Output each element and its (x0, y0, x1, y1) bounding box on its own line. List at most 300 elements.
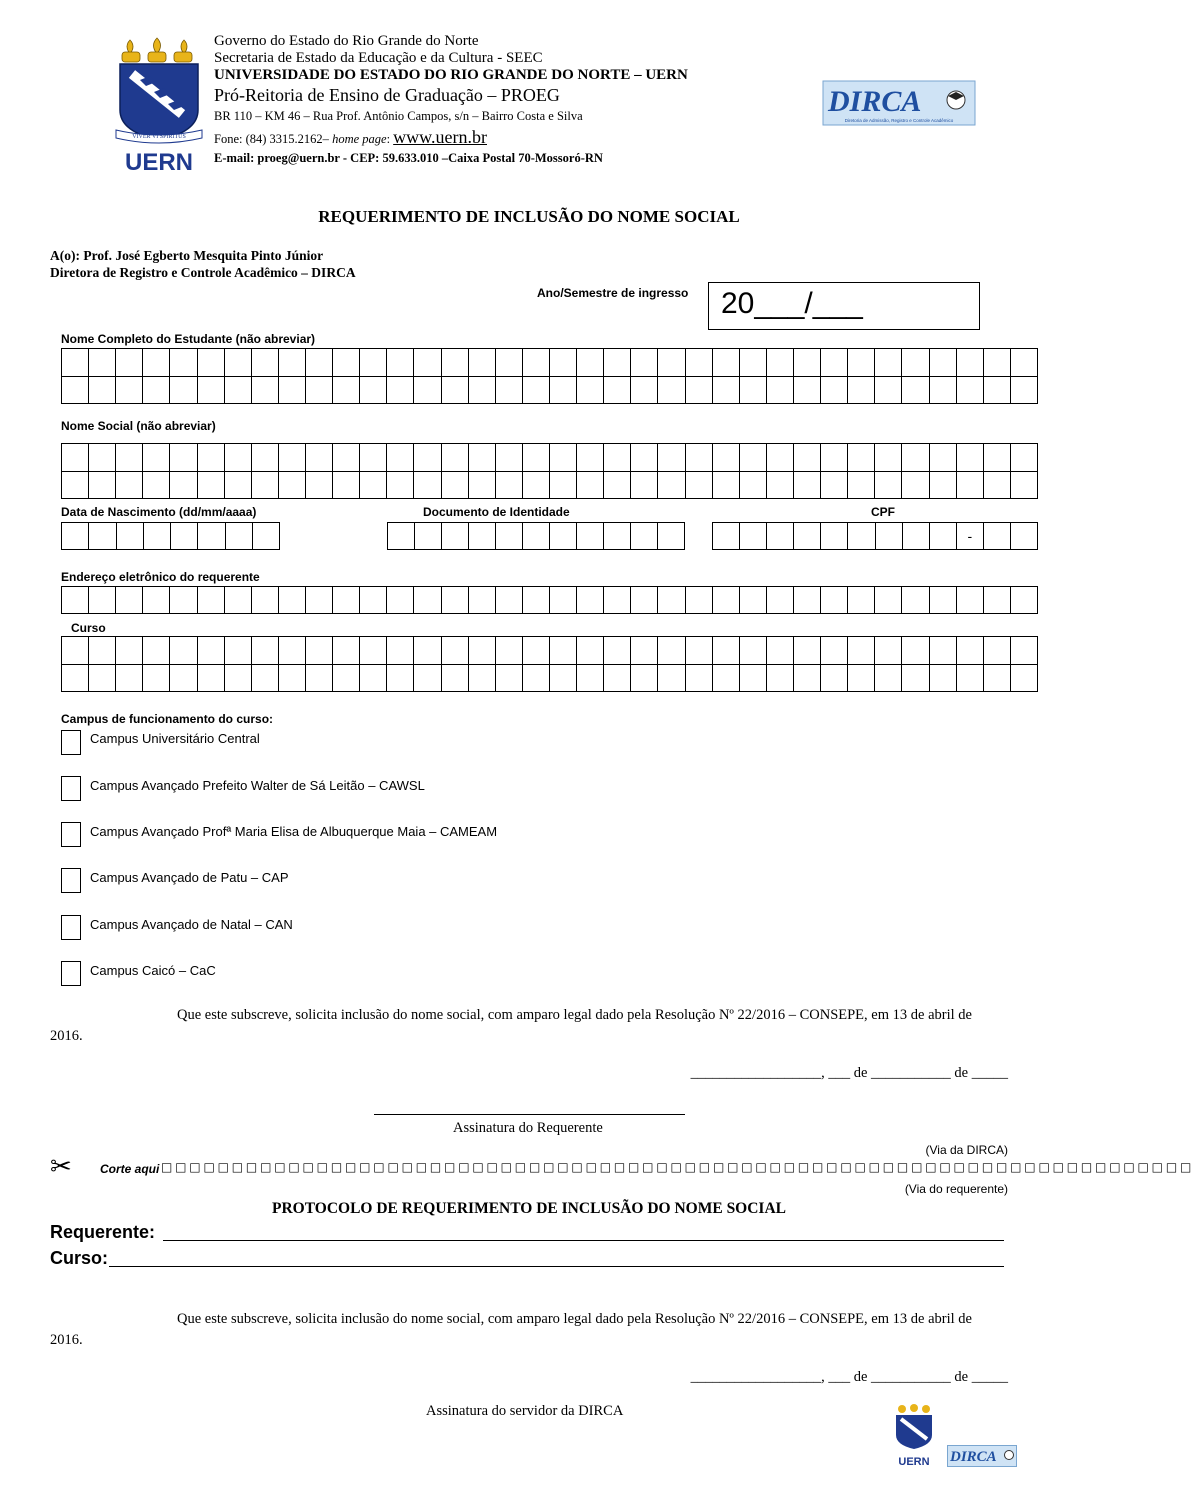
input-cell[interactable] (767, 377, 794, 405)
input-cell[interactable] (89, 377, 116, 405)
input-cell[interactable] (387, 637, 414, 665)
campus-checkbox-central[interactable] (61, 730, 81, 755)
input-cell[interactable] (631, 587, 658, 614)
input-cell[interactable] (144, 523, 171, 550)
input-cell[interactable] (198, 377, 225, 405)
input-cell[interactable] (306, 349, 333, 377)
input-cell[interactable] (89, 665, 116, 693)
input-cell[interactable] (143, 587, 170, 614)
input-cell[interactable] (713, 377, 740, 405)
input-cell[interactable] (930, 665, 957, 693)
input-cell[interactable] (686, 472, 713, 500)
input-cell[interactable] (821, 587, 848, 614)
input-cell[interactable] (713, 665, 740, 693)
input-cell[interactable] (984, 665, 1011, 693)
input-cell[interactable] (848, 472, 875, 500)
input-cell[interactable] (116, 349, 143, 377)
input-cell[interactable] (957, 377, 984, 405)
input-cell[interactable] (523, 444, 550, 472)
input-cell[interactable] (767, 349, 794, 377)
homepage-link[interactable]: www.uern.br (393, 127, 487, 147)
input-cell[interactable] (740, 349, 767, 377)
input-cell[interactable] (848, 637, 875, 665)
input-cell[interactable] (658, 637, 685, 665)
input-cell[interactable] (360, 472, 387, 500)
input-cell[interactable] (930, 523, 957, 550)
input-cell[interactable] (62, 349, 89, 377)
input-cell[interactable] (604, 349, 631, 377)
input-cell[interactable] (767, 637, 794, 665)
input-cell[interactable] (713, 523, 740, 550)
input-cell[interactable] (902, 637, 929, 665)
input-cell[interactable] (957, 637, 984, 665)
input-cell[interactable] (713, 444, 740, 472)
input-cell[interactable] (848, 587, 875, 614)
input-cell[interactable] (442, 587, 469, 614)
input-cell[interactable] (794, 637, 821, 665)
input-cell[interactable] (414, 637, 441, 665)
input-cell[interactable] (225, 444, 252, 472)
input-cell[interactable] (170, 665, 197, 693)
input-cell[interactable] (279, 349, 306, 377)
input-cell[interactable] (631, 637, 658, 665)
input-cell[interactable] (225, 472, 252, 500)
input-cell[interactable] (170, 444, 197, 472)
input-cell[interactable] (740, 472, 767, 500)
data-nascimento-grid[interactable] (61, 522, 280, 550)
input-cell[interactable] (198, 444, 225, 472)
input-cell[interactable] (225, 349, 252, 377)
protocol-date-line[interactable]: __________________, ___ de ___________ de _____ (690, 1369, 1008, 1385)
input-cell[interactable] (387, 587, 414, 614)
input-cell[interactable] (496, 587, 523, 614)
input-cell[interactable] (577, 377, 604, 405)
input-cell[interactable] (279, 665, 306, 693)
input-cell[interactable] (875, 444, 902, 472)
input-cell[interactable] (62, 377, 89, 405)
input-cell[interactable] (875, 472, 902, 500)
input-cell[interactable] (496, 349, 523, 377)
input-cell[interactable] (89, 637, 116, 665)
campus-checkbox-cameam[interactable] (61, 822, 81, 847)
input-cell[interactable] (225, 665, 252, 693)
input-cell[interactable] (279, 587, 306, 614)
input-cell[interactable] (279, 377, 306, 405)
input-cell[interactable] (658, 587, 685, 614)
input-cell[interactable] (658, 472, 685, 500)
input-cell[interactable] (226, 523, 253, 550)
input-cell[interactable] (170, 377, 197, 405)
input-cell[interactable] (604, 377, 631, 405)
input-cell[interactable] (713, 587, 740, 614)
input-cell[interactable] (442, 472, 469, 500)
input-cell[interactable] (631, 444, 658, 472)
input-cell[interactable] (442, 377, 469, 405)
input-cell[interactable] (767, 472, 794, 500)
input-cell[interactable] (387, 349, 414, 377)
input-cell[interactable] (116, 472, 143, 500)
input-cell[interactable] (848, 377, 875, 405)
input-cell[interactable] (1011, 665, 1038, 693)
input-cell[interactable] (442, 637, 469, 665)
input-cell[interactable] (469, 377, 496, 405)
input-cell[interactable] (171, 523, 198, 550)
input-cell[interactable] (523, 349, 550, 377)
input-cell[interactable] (333, 587, 360, 614)
input-cell[interactable] (360, 349, 387, 377)
input-cell[interactable] (1011, 637, 1038, 665)
input-cell[interactable] (821, 349, 848, 377)
campus-checkbox-cac[interactable] (61, 961, 81, 986)
input-cell[interactable] (306, 472, 333, 500)
input-cell[interactable] (713, 637, 740, 665)
input-cell[interactable] (306, 377, 333, 405)
input-cell[interactable] (252, 637, 279, 665)
documento-grid[interactable] (387, 522, 685, 550)
input-cell[interactable] (984, 444, 1011, 472)
input-cell[interactable] (225, 637, 252, 665)
input-cell[interactable] (658, 377, 685, 405)
input-cell[interactable] (740, 444, 767, 472)
ingresso-field[interactable] (708, 282, 980, 330)
input-cell[interactable] (1011, 587, 1038, 614)
input-cell[interactable] (740, 637, 767, 665)
input-cell[interactable] (89, 444, 116, 472)
input-cell[interactable] (930, 349, 957, 377)
input-cell[interactable] (604, 444, 631, 472)
email-link[interactable]: proeg@uern.br (257, 151, 340, 165)
input-cell[interactable] (848, 349, 875, 377)
input-cell[interactable] (767, 523, 794, 550)
input-cell[interactable] (957, 349, 984, 377)
input-cell[interactable] (170, 349, 197, 377)
input-cell[interactable] (984, 377, 1011, 405)
requerente-line[interactable] (163, 1240, 1004, 1241)
input-cell[interactable] (198, 523, 225, 550)
input-cell[interactable] (414, 665, 441, 693)
input-cell[interactable] (740, 377, 767, 405)
input-cell[interactable] (957, 444, 984, 472)
input-cell[interactable] (442, 349, 469, 377)
input-cell[interactable] (767, 665, 794, 693)
input-cell[interactable] (902, 444, 929, 472)
input-cell[interactable] (89, 523, 116, 550)
input-cell[interactable] (306, 587, 333, 614)
input-cell[interactable] (523, 637, 550, 665)
input-cell[interactable] (713, 472, 740, 500)
input-cell[interactable] (902, 472, 929, 500)
input-cell[interactable] (116, 587, 143, 614)
input-cell[interactable] (198, 665, 225, 693)
input-cell[interactable] (62, 665, 89, 693)
input-cell[interactable] (360, 665, 387, 693)
input-cell[interactable] (604, 587, 631, 614)
input-cell[interactable] (62, 472, 89, 500)
input-cell[interactable] (550, 587, 577, 614)
input-cell[interactable] (496, 665, 523, 693)
curso-protocol-line[interactable] (109, 1266, 1004, 1267)
input-cell[interactable] (550, 377, 577, 405)
input-cell[interactable] (604, 523, 631, 550)
input-cell[interactable] (550, 637, 577, 665)
input-cell[interactable] (1011, 349, 1038, 377)
input-cell[interactable] (496, 472, 523, 500)
input-cell[interactable] (550, 472, 577, 500)
input-cell[interactable] (740, 665, 767, 693)
input-cell[interactable] (360, 587, 387, 614)
input-cell[interactable] (225, 377, 252, 405)
campus-checkbox-cawsl[interactable] (61, 776, 81, 801)
input-cell[interactable] (360, 637, 387, 665)
input-cell[interactable] (1011, 444, 1038, 472)
input-cell[interactable] (658, 523, 685, 550)
input-cell[interactable] (198, 637, 225, 665)
input-cell[interactable] (848, 665, 875, 693)
input-cell[interactable] (387, 665, 414, 693)
input-cell[interactable] (523, 523, 550, 550)
input-cell[interactable] (686, 377, 713, 405)
input-cell[interactable] (116, 444, 143, 472)
input-cell[interactable] (577, 444, 604, 472)
email-grid[interactable] (61, 586, 1038, 614)
input-cell[interactable] (876, 523, 903, 550)
input-cell[interactable] (794, 349, 821, 377)
input-cell[interactable] (821, 637, 848, 665)
input-cell[interactable] (875, 377, 902, 405)
date-line[interactable]: __________________, ___ de ___________ de _____ (690, 1065, 1008, 1081)
input-cell[interactable] (469, 665, 496, 693)
input-cell[interactable] (875, 665, 902, 693)
input-cell[interactable] (577, 587, 604, 614)
input-cell[interactable] (198, 349, 225, 377)
input-cell[interactable] (930, 377, 957, 405)
input-cell[interactable] (523, 665, 550, 693)
input-cell[interactable] (984, 472, 1011, 500)
input-cell[interactable] (62, 637, 89, 665)
input-cell[interactable] (198, 472, 225, 500)
input-cell[interactable] (658, 444, 685, 472)
input-cell[interactable] (984, 523, 1011, 550)
input-cell[interactable] (848, 444, 875, 472)
input-cell[interactable] (279, 472, 306, 500)
input-cell[interactable] (957, 665, 984, 693)
input-cell[interactable] (631, 472, 658, 500)
input-cell[interactable] (930, 444, 957, 472)
input-cell[interactable] (170, 587, 197, 614)
input-cell[interactable] (903, 523, 930, 550)
campus-checkbox-cap[interactable] (61, 868, 81, 893)
input-cell[interactable] (62, 523, 89, 550)
input-cell[interactable] (143, 665, 170, 693)
input-cell[interactable] (794, 665, 821, 693)
input-cell[interactable] (387, 377, 414, 405)
input-cell[interactable] (306, 637, 333, 665)
input-cell[interactable] (794, 472, 821, 500)
input-cell[interactable] (821, 472, 848, 500)
input-cell[interactable] (252, 377, 279, 405)
input-cell[interactable] (253, 523, 280, 550)
input-cell[interactable] (442, 665, 469, 693)
input-cell[interactable] (848, 523, 875, 550)
input-cell[interactable] (658, 349, 685, 377)
input-cell[interactable] (496, 523, 523, 550)
input-cell[interactable] (686, 444, 713, 472)
input-cell[interactable] (414, 444, 441, 472)
input-cell[interactable] (577, 665, 604, 693)
input-cell[interactable] (89, 587, 116, 614)
nome-completo-grid[interactable] (61, 348, 1038, 404)
input-cell[interactable] (496, 637, 523, 665)
input-cell[interactable] (225, 587, 252, 614)
input-cell[interactable] (442, 444, 469, 472)
input-cell[interactable] (957, 587, 984, 614)
input-cell[interactable] (550, 349, 577, 377)
input-cell[interactable] (252, 472, 279, 500)
input-cell[interactable] (577, 472, 604, 500)
input-cell[interactable] (89, 349, 116, 377)
input-cell[interactable] (198, 587, 225, 614)
input-cell[interactable] (577, 349, 604, 377)
input-cell[interactable] (279, 637, 306, 665)
input-cell[interactable] (414, 377, 441, 405)
input-cell[interactable] (333, 444, 360, 472)
input-cell[interactable] (658, 665, 685, 693)
input-cell[interactable] (686, 637, 713, 665)
input-cell[interactable] (306, 444, 333, 472)
input-cell[interactable] (767, 587, 794, 614)
input-cell[interactable] (143, 637, 170, 665)
input-cell[interactable] (631, 665, 658, 693)
input-cell[interactable] (306, 665, 333, 693)
input-cell[interactable] (143, 349, 170, 377)
input-cell[interactable] (469, 472, 496, 500)
input-cell[interactable] (930, 472, 957, 500)
input-cell[interactable] (767, 444, 794, 472)
input-cell[interactable] (902, 587, 929, 614)
input-cell[interactable] (686, 587, 713, 614)
input-cell[interactable] (469, 444, 496, 472)
input-cell[interactable] (957, 472, 984, 500)
input-cell[interactable] (116, 377, 143, 405)
input-cell[interactable] (631, 523, 658, 550)
input-cell[interactable] (577, 637, 604, 665)
input-cell[interactable] (415, 523, 442, 550)
input-cell[interactable] (360, 444, 387, 472)
input-cell[interactable] (252, 665, 279, 693)
input-cell[interactable] (252, 349, 279, 377)
signature-line[interactable] (374, 1114, 685, 1115)
input-cell[interactable] (1011, 377, 1038, 405)
input-cell[interactable] (902, 377, 929, 405)
input-cell[interactable] (496, 377, 523, 405)
input-cell[interactable] (604, 665, 631, 693)
input-cell[interactable] (794, 444, 821, 472)
input-cell[interactable] (930, 587, 957, 614)
input-cell[interactable] (821, 665, 848, 693)
input-cell[interactable] (333, 665, 360, 693)
input-cell[interactable] (116, 637, 143, 665)
input-cell[interactable] (686, 665, 713, 693)
curso-grid[interactable] (61, 636, 1038, 692)
input-cell[interactable] (252, 587, 279, 614)
input-cell[interactable] (469, 523, 496, 550)
cpf-grid[interactable] (712, 522, 1038, 550)
input-cell[interactable] (740, 523, 767, 550)
input-cell[interactable] (523, 587, 550, 614)
input-cell[interactable] (984, 349, 1011, 377)
input-cell[interactable] (252, 444, 279, 472)
input-cell[interactable] (388, 523, 415, 550)
input-cell[interactable] (1011, 472, 1038, 500)
input-cell[interactable] (89, 472, 116, 500)
input-cell[interactable] (604, 637, 631, 665)
input-cell[interactable] (442, 523, 469, 550)
input-cell[interactable] (62, 444, 89, 472)
input-cell[interactable] (333, 377, 360, 405)
input-cell[interactable] (875, 587, 902, 614)
input-cell[interactable] (279, 444, 306, 472)
input-cell[interactable] (550, 665, 577, 693)
input-cell[interactable] (821, 444, 848, 472)
input-cell[interactable] (550, 523, 577, 550)
input-cell[interactable] (333, 637, 360, 665)
input-cell[interactable] (414, 587, 441, 614)
nome-social-grid[interactable] (61, 443, 1038, 499)
input-cell[interactable] (902, 665, 929, 693)
input-cell[interactable] (604, 472, 631, 500)
campus-checkbox-can[interactable] (61, 915, 81, 940)
input-cell[interactable] (469, 349, 496, 377)
input-cell[interactable] (143, 377, 170, 405)
input-cell[interactable] (333, 472, 360, 500)
input-cell[interactable] (821, 523, 848, 550)
input-cell[interactable] (414, 349, 441, 377)
input-cell[interactable] (523, 472, 550, 500)
input-cell[interactable] (984, 637, 1011, 665)
input-cell[interactable] (117, 523, 144, 550)
input-cell[interactable] (116, 665, 143, 693)
input-cell[interactable] (414, 472, 441, 500)
input-cell[interactable] (469, 637, 496, 665)
input-cell[interactable] (387, 444, 414, 472)
input-cell[interactable] (496, 444, 523, 472)
input-cell[interactable] (875, 349, 902, 377)
input-cell[interactable] (631, 349, 658, 377)
input-cell[interactable] (740, 587, 767, 614)
input-cell[interactable] (577, 523, 604, 550)
input-cell[interactable] (1011, 523, 1038, 550)
input-cell[interactable] (143, 444, 170, 472)
input-cell[interactable] (170, 472, 197, 500)
input-cell[interactable] (713, 349, 740, 377)
input-cell[interactable] (902, 349, 929, 377)
input-cell[interactable] (821, 377, 848, 405)
input-cell[interactable] (170, 637, 197, 665)
input-cell[interactable] (686, 349, 713, 377)
input-cell[interactable] (62, 587, 89, 614)
input-cell[interactable] (794, 523, 821, 550)
input-cell[interactable] (550, 444, 577, 472)
input-cell[interactable] (794, 377, 821, 405)
input-cell[interactable] (469, 587, 496, 614)
input-cell[interactable] (930, 637, 957, 665)
input-cell[interactable] (387, 472, 414, 500)
input-cell[interactable] (794, 587, 821, 614)
input-cell[interactable] (984, 587, 1011, 614)
input-cell[interactable] (523, 377, 550, 405)
input-cell[interactable] (333, 349, 360, 377)
input-cell[interactable] (360, 377, 387, 405)
